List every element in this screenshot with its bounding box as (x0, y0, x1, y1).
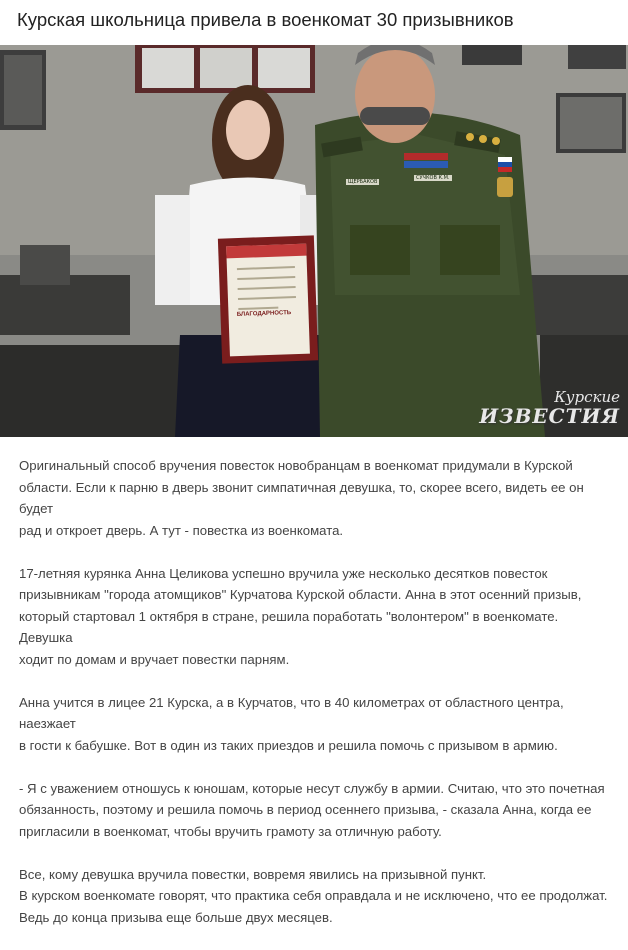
article-body (19, 455, 611, 950)
watermark-line2: ИЗВЕСТИЯ (479, 404, 620, 428)
article-photo (0, 45, 628, 437)
article-paragraph-2: 17-летняя курянка Анна Целикова успешно вручила уже несколько десятков повесток призывникам "города атомщиков" Курчатова Курской области. Анна в этот осенний призыв, который стартовал 1 октября в стране, решила поработать "волонтером" в военкомате. Девушка ходит по домам и вручает повестки парням. (19, 565, 582, 667)
watermark-line1: Курские (554, 388, 620, 406)
photo-illustration (0, 45, 628, 437)
article-paragraph-3: Анна учится в лицее 21 Курска, а в Курчатов, что в 40 километрах от областного центра, наезжает в гости к бабушке. Вот в один из таких приездов и решила помочь с призывом в армию. (19, 694, 564, 753)
name-badge-right: СУЧКОВ К.М. (416, 175, 450, 181)
article-title: Курская школьница привела в военкомат 30 призывников (17, 9, 514, 30)
photo-watermark (479, 389, 620, 427)
name-badge-left: ЩЕРБАКОВ (348, 179, 378, 185)
certificate-title: БЛАГОДАРНОСТЬ (236, 310, 292, 318)
article-paragraph-5: Все, кому девушка вручила повестки, вовремя явились на призывной пункт. В курском военкомате говорят, что практика себя оправдала и не исключено, что ее продолжат. Ведь до конца призыва еще больше двух месяцев. (19, 866, 608, 925)
article-paragraph-4: - Я с уважением отношусь к юношам, которые несут службу в армии. Считаю, что это почетная обязанность, поэтому и решила помочь в период осеннего призыва, - сказала Анна, когда ее пригласили в военкомат, чтобы вручить грамоту за отличную работу. (19, 780, 605, 839)
article-paragraph-1: Оригинальный способ вручения повесток новобранцам в военкомат придумали в Курской области. Если к парню в дверь звонит симпатичная девушка, то, скорее всего, видеть ее он будет рад и откроет дверь. А тут - повестка из военкомата. (19, 458, 584, 538)
